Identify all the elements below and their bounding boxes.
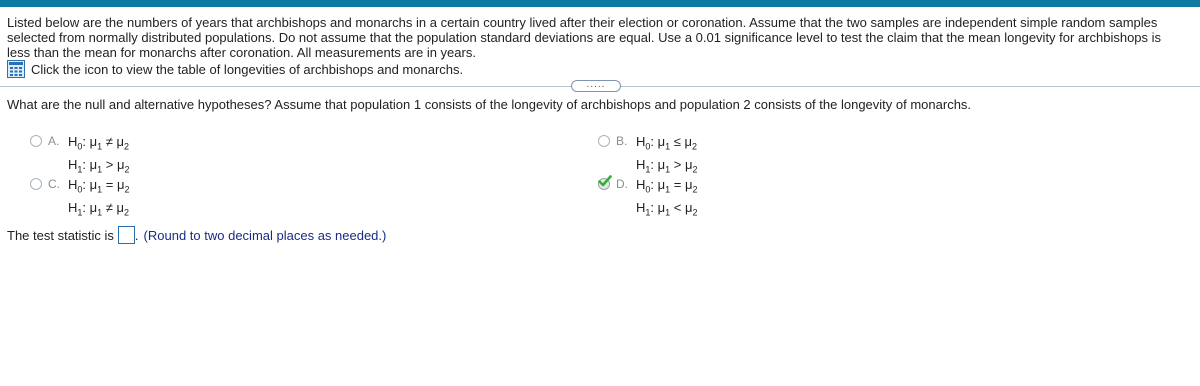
expand-more-button[interactable]: ..... <box>571 80 621 92</box>
option-b-hypotheses <box>636 133 697 178</box>
option-a-alt: $H_1$: $\mu_1 > \mu_2$ <box>68 156 130 175</box>
option-a-hypotheses <box>68 133 129 178</box>
option-b-radio[interactable] <box>598 135 610 147</box>
option-c[interactable] <box>30 176 129 221</box>
correct-check-icon <box>598 175 612 187</box>
option-d-alt: $H_1$: $\mu_1 < \mu_2$ <box>636 199 698 218</box>
option-c-alt: $H_1$: $\mu_1 \ne \mu_2$ <box>68 199 130 218</box>
test-statistic-line <box>7 226 386 244</box>
test-statistic-input[interactable] <box>118 226 135 244</box>
option-b-letter: B. <box>616 134 628 148</box>
problem-statement: Listed below are the numbers of years that archbishops and monarchs in a certain country lived after their election or coronation. Assume that the two samples are independent simple random samples selected from normally distributed populations. Do not assume that the population standard deviations are equal. Use a 0.01 significance level to test the claim that the mean longevity for archbishops is less than the mean for monarchs after coronation. All measurements are in years. <box>7 15 1162 60</box>
option-c-radio[interactable] <box>30 178 42 190</box>
option-a[interactable] <box>30 133 129 178</box>
table-link-text[interactable]: Click the icon to view the table of longevities of archbishops and monarchs. <box>31 61 464 77</box>
option-d-letter: D. <box>616 177 628 191</box>
top-accent-bar <box>0 0 1200 7</box>
option-a-null: $H_0$: $\mu_1 \ne \mu_2$ <box>68 134 130 152</box>
option-b-null: $H_0$: $\mu_1 \le \mu_2$ <box>636 134 698 152</box>
question-text: What are the null and alternative hypotheses? Assume that population 1 consists of the longevity of archbishops and population 2 consists of the longevity of monarchs. <box>7 97 972 112</box>
test-statistic-suffix: . <box>134 227 139 243</box>
option-d-radio[interactable] <box>598 178 610 190</box>
option-a-radio[interactable] <box>30 135 42 147</box>
option-d[interactable] <box>598 176 697 221</box>
option-c-hypotheses <box>68 176 129 221</box>
option-d-hypotheses <box>636 176 697 221</box>
rounding-note: (Round to two decimal places as needed.) <box>143 227 387 243</box>
test-statistic-label: The test statistic is <box>7 227 114 243</box>
option-b-alt: $H_1$: $\mu_1 > \mu_2$ <box>636 156 698 175</box>
option-a-letter: A. <box>48 134 60 148</box>
option-c-null: $H_0$: $\mu_1 = \mu_2$ <box>68 177 130 195</box>
option-b[interactable] <box>598 133 697 178</box>
table-grid-icon[interactable] <box>7 60 25 78</box>
option-c-letter: C. <box>48 177 60 191</box>
table-link[interactable] <box>7 60 463 78</box>
option-d-null: $H_0$: $\mu_1 = \mu_2$ <box>636 177 698 195</box>
